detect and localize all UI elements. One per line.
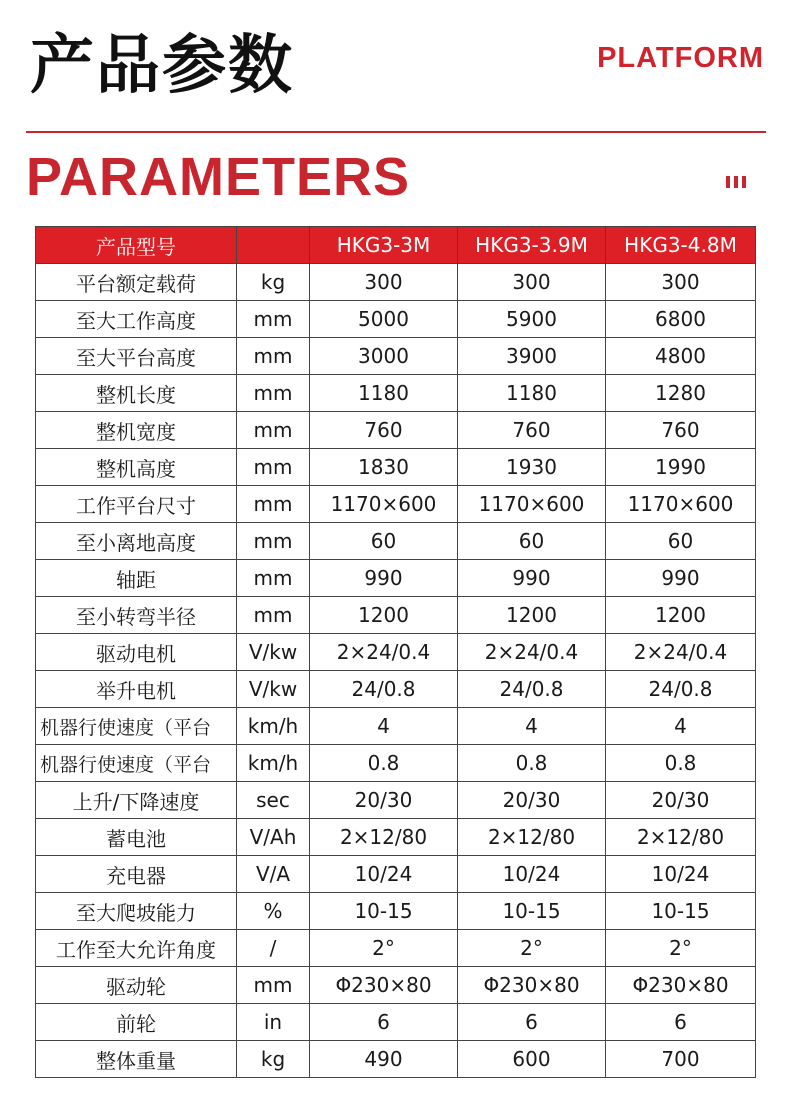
- value-model-1: 0.8: [310, 745, 458, 782]
- header-model-label: 产品型号: [36, 227, 237, 264]
- table-row: [36, 782, 756, 819]
- value-model-1: 5000: [310, 301, 458, 338]
- value-model-3: 1990: [606, 449, 756, 486]
- value-model-2: 0.8: [458, 745, 606, 782]
- table-row: [36, 523, 756, 560]
- value-model-3: 10-15: [606, 893, 756, 930]
- param-unit: %: [237, 893, 310, 930]
- value-model-1: 300: [310, 264, 458, 301]
- value-model-3: 700: [606, 1041, 756, 1078]
- value-model-1: 490: [310, 1041, 458, 1078]
- table-row: [36, 671, 756, 708]
- value-model-3: 6800: [606, 301, 756, 338]
- value-model-1: 10-15: [310, 893, 458, 930]
- value-model-1: 24/0.8: [310, 671, 458, 708]
- value-model-3: 0.8: [606, 745, 756, 782]
- table-row: [36, 597, 756, 634]
- value-model-1: 6: [310, 1004, 458, 1041]
- parameters-table: [35, 226, 756, 1078]
- value-model-3: 300: [606, 264, 756, 301]
- param-unit: kg: [237, 1041, 310, 1078]
- value-model-3: 2×24/0.4: [606, 634, 756, 671]
- value-model-2: 2°: [458, 930, 606, 967]
- param-name: 至小转弯半径: [36, 597, 237, 634]
- table-body: [36, 264, 756, 1078]
- param-name: 轴距: [36, 560, 237, 597]
- param-name: 整机高度: [36, 449, 237, 486]
- bar-2: [734, 176, 738, 188]
- value-model-1: Φ230×80: [310, 967, 458, 1004]
- value-model-2: 20/30: [458, 782, 606, 819]
- param-name: 充电器: [36, 856, 237, 893]
- param-name: 机器行使速度（平台: [36, 745, 237, 782]
- param-unit: km/h: [237, 708, 310, 745]
- param-unit: mm: [237, 375, 310, 412]
- param-name: 平台额定载荷: [36, 264, 237, 301]
- value-model-1: 10/24: [310, 856, 458, 893]
- value-model-2: 24/0.8: [458, 671, 606, 708]
- value-model-1: 990: [310, 560, 458, 597]
- value-model-1: 1170×600: [310, 486, 458, 523]
- param-unit: /: [237, 930, 310, 967]
- param-name: 至小离地高度: [36, 523, 237, 560]
- value-model-2: 4: [458, 708, 606, 745]
- table-row: [36, 708, 756, 745]
- bar-3: [742, 176, 746, 188]
- param-unit: V/kw: [237, 634, 310, 671]
- header-unit: [237, 227, 310, 264]
- brand-label: PLATFORM: [597, 42, 764, 74]
- param-unit: km/h: [237, 745, 310, 782]
- value-model-2: 6: [458, 1004, 606, 1041]
- param-unit: V/A: [237, 856, 310, 893]
- value-model-2: 60: [458, 523, 606, 560]
- table-row: [36, 264, 756, 301]
- table-row: [36, 634, 756, 671]
- value-model-2: 600: [458, 1041, 606, 1078]
- value-model-1: 1200: [310, 597, 458, 634]
- value-model-3: 6: [606, 1004, 756, 1041]
- value-model-3: 1200: [606, 597, 756, 634]
- value-model-1: 3000: [310, 338, 458, 375]
- header-divider: [26, 131, 766, 133]
- param-name: 至大平台高度: [36, 338, 237, 375]
- table-row: [36, 856, 756, 893]
- value-model-3: 990: [606, 560, 756, 597]
- param-unit: mm: [237, 338, 310, 375]
- param-unit: V/kw: [237, 671, 310, 708]
- value-model-2: Φ230×80: [458, 967, 606, 1004]
- value-model-2: 760: [458, 412, 606, 449]
- param-name: 驱动电机: [36, 634, 237, 671]
- param-unit: mm: [237, 449, 310, 486]
- table-row: [36, 449, 756, 486]
- param-unit: sec: [237, 782, 310, 819]
- param-unit: mm: [237, 486, 310, 523]
- param-name: 工作至大允许角度: [36, 930, 237, 967]
- param-name: 整机长度: [36, 375, 237, 412]
- table-row: [36, 819, 756, 856]
- value-model-3: 1280: [606, 375, 756, 412]
- table-header-row: [36, 227, 756, 264]
- three-bars-icon: [726, 176, 748, 188]
- value-model-3: Φ230×80: [606, 967, 756, 1004]
- value-model-2: 3900: [458, 338, 606, 375]
- table-row: [36, 301, 756, 338]
- param-name: 机器行使速度（平台: [36, 708, 237, 745]
- table-row: [36, 930, 756, 967]
- bar-1: [726, 176, 730, 188]
- param-unit: V/Ah: [237, 819, 310, 856]
- param-unit: mm: [237, 597, 310, 634]
- header-model-2: HKG3-3.9M: [458, 227, 606, 264]
- value-model-2: 2×12/80: [458, 819, 606, 856]
- param-name: 整机宽度: [36, 412, 237, 449]
- param-name: 上升/下降速度: [36, 782, 237, 819]
- value-model-2: 10-15: [458, 893, 606, 930]
- table-row: [36, 375, 756, 412]
- value-model-1: 1180: [310, 375, 458, 412]
- page-title-cn: 产品参数: [30, 29, 294, 103]
- value-model-1: 4: [310, 708, 458, 745]
- value-model-2: 2×24/0.4: [458, 634, 606, 671]
- param-name: 前轮: [36, 1004, 237, 1041]
- value-model-3: 2×12/80: [606, 819, 756, 856]
- value-model-3: 20/30: [606, 782, 756, 819]
- value-model-3: 60: [606, 523, 756, 560]
- table-row: [36, 745, 756, 782]
- param-name: 驱动轮: [36, 967, 237, 1004]
- value-model-2: 1170×600: [458, 486, 606, 523]
- param-unit: mm: [237, 523, 310, 560]
- page-title-en: PARAMETERS: [26, 147, 411, 207]
- value-model-1: 2°: [310, 930, 458, 967]
- value-model-1: 2×24/0.4: [310, 634, 458, 671]
- value-model-2: 1200: [458, 597, 606, 634]
- header-model-1: HKG3-3M: [310, 227, 458, 264]
- param-name: 至大工作高度: [36, 301, 237, 338]
- table-row: [36, 893, 756, 930]
- value-model-3: 2°: [606, 930, 756, 967]
- table-row: [36, 412, 756, 449]
- value-model-3: 760: [606, 412, 756, 449]
- value-model-1: 1830: [310, 449, 458, 486]
- param-name: 蓄电池: [36, 819, 237, 856]
- param-unit: in: [237, 1004, 310, 1041]
- param-name: 至大爬坡能力: [36, 893, 237, 930]
- header-model-3: HKG3-4.8M: [606, 227, 756, 264]
- value-model-1: 760: [310, 412, 458, 449]
- value-model-2: 10/24: [458, 856, 606, 893]
- table-row: [36, 338, 756, 375]
- table-row: [36, 560, 756, 597]
- value-model-3: 4800: [606, 338, 756, 375]
- value-model-1: 2×12/80: [310, 819, 458, 856]
- table-row: [36, 1041, 756, 1078]
- value-model-1: 60: [310, 523, 458, 560]
- value-model-1: 20/30: [310, 782, 458, 819]
- param-unit: mm: [237, 967, 310, 1004]
- param-name: 工作平台尺寸: [36, 486, 237, 523]
- value-model-3: 1170×600: [606, 486, 756, 523]
- value-model-3: 10/24: [606, 856, 756, 893]
- param-name: 整体重量: [36, 1041, 237, 1078]
- param-unit: mm: [237, 560, 310, 597]
- param-unit: mm: [237, 301, 310, 338]
- param-name: 举升电机: [36, 671, 237, 708]
- value-model-3: 24/0.8: [606, 671, 756, 708]
- value-model-3: 4: [606, 708, 756, 745]
- value-model-2: 1930: [458, 449, 606, 486]
- value-model-2: 300: [458, 264, 606, 301]
- table-row: [36, 486, 756, 523]
- value-model-2: 1180: [458, 375, 606, 412]
- value-model-2: 990: [458, 560, 606, 597]
- table-row: [36, 967, 756, 1004]
- value-model-2: 5900: [458, 301, 606, 338]
- param-unit: mm: [237, 412, 310, 449]
- param-unit: kg: [237, 264, 310, 301]
- table-row: [36, 1004, 756, 1041]
